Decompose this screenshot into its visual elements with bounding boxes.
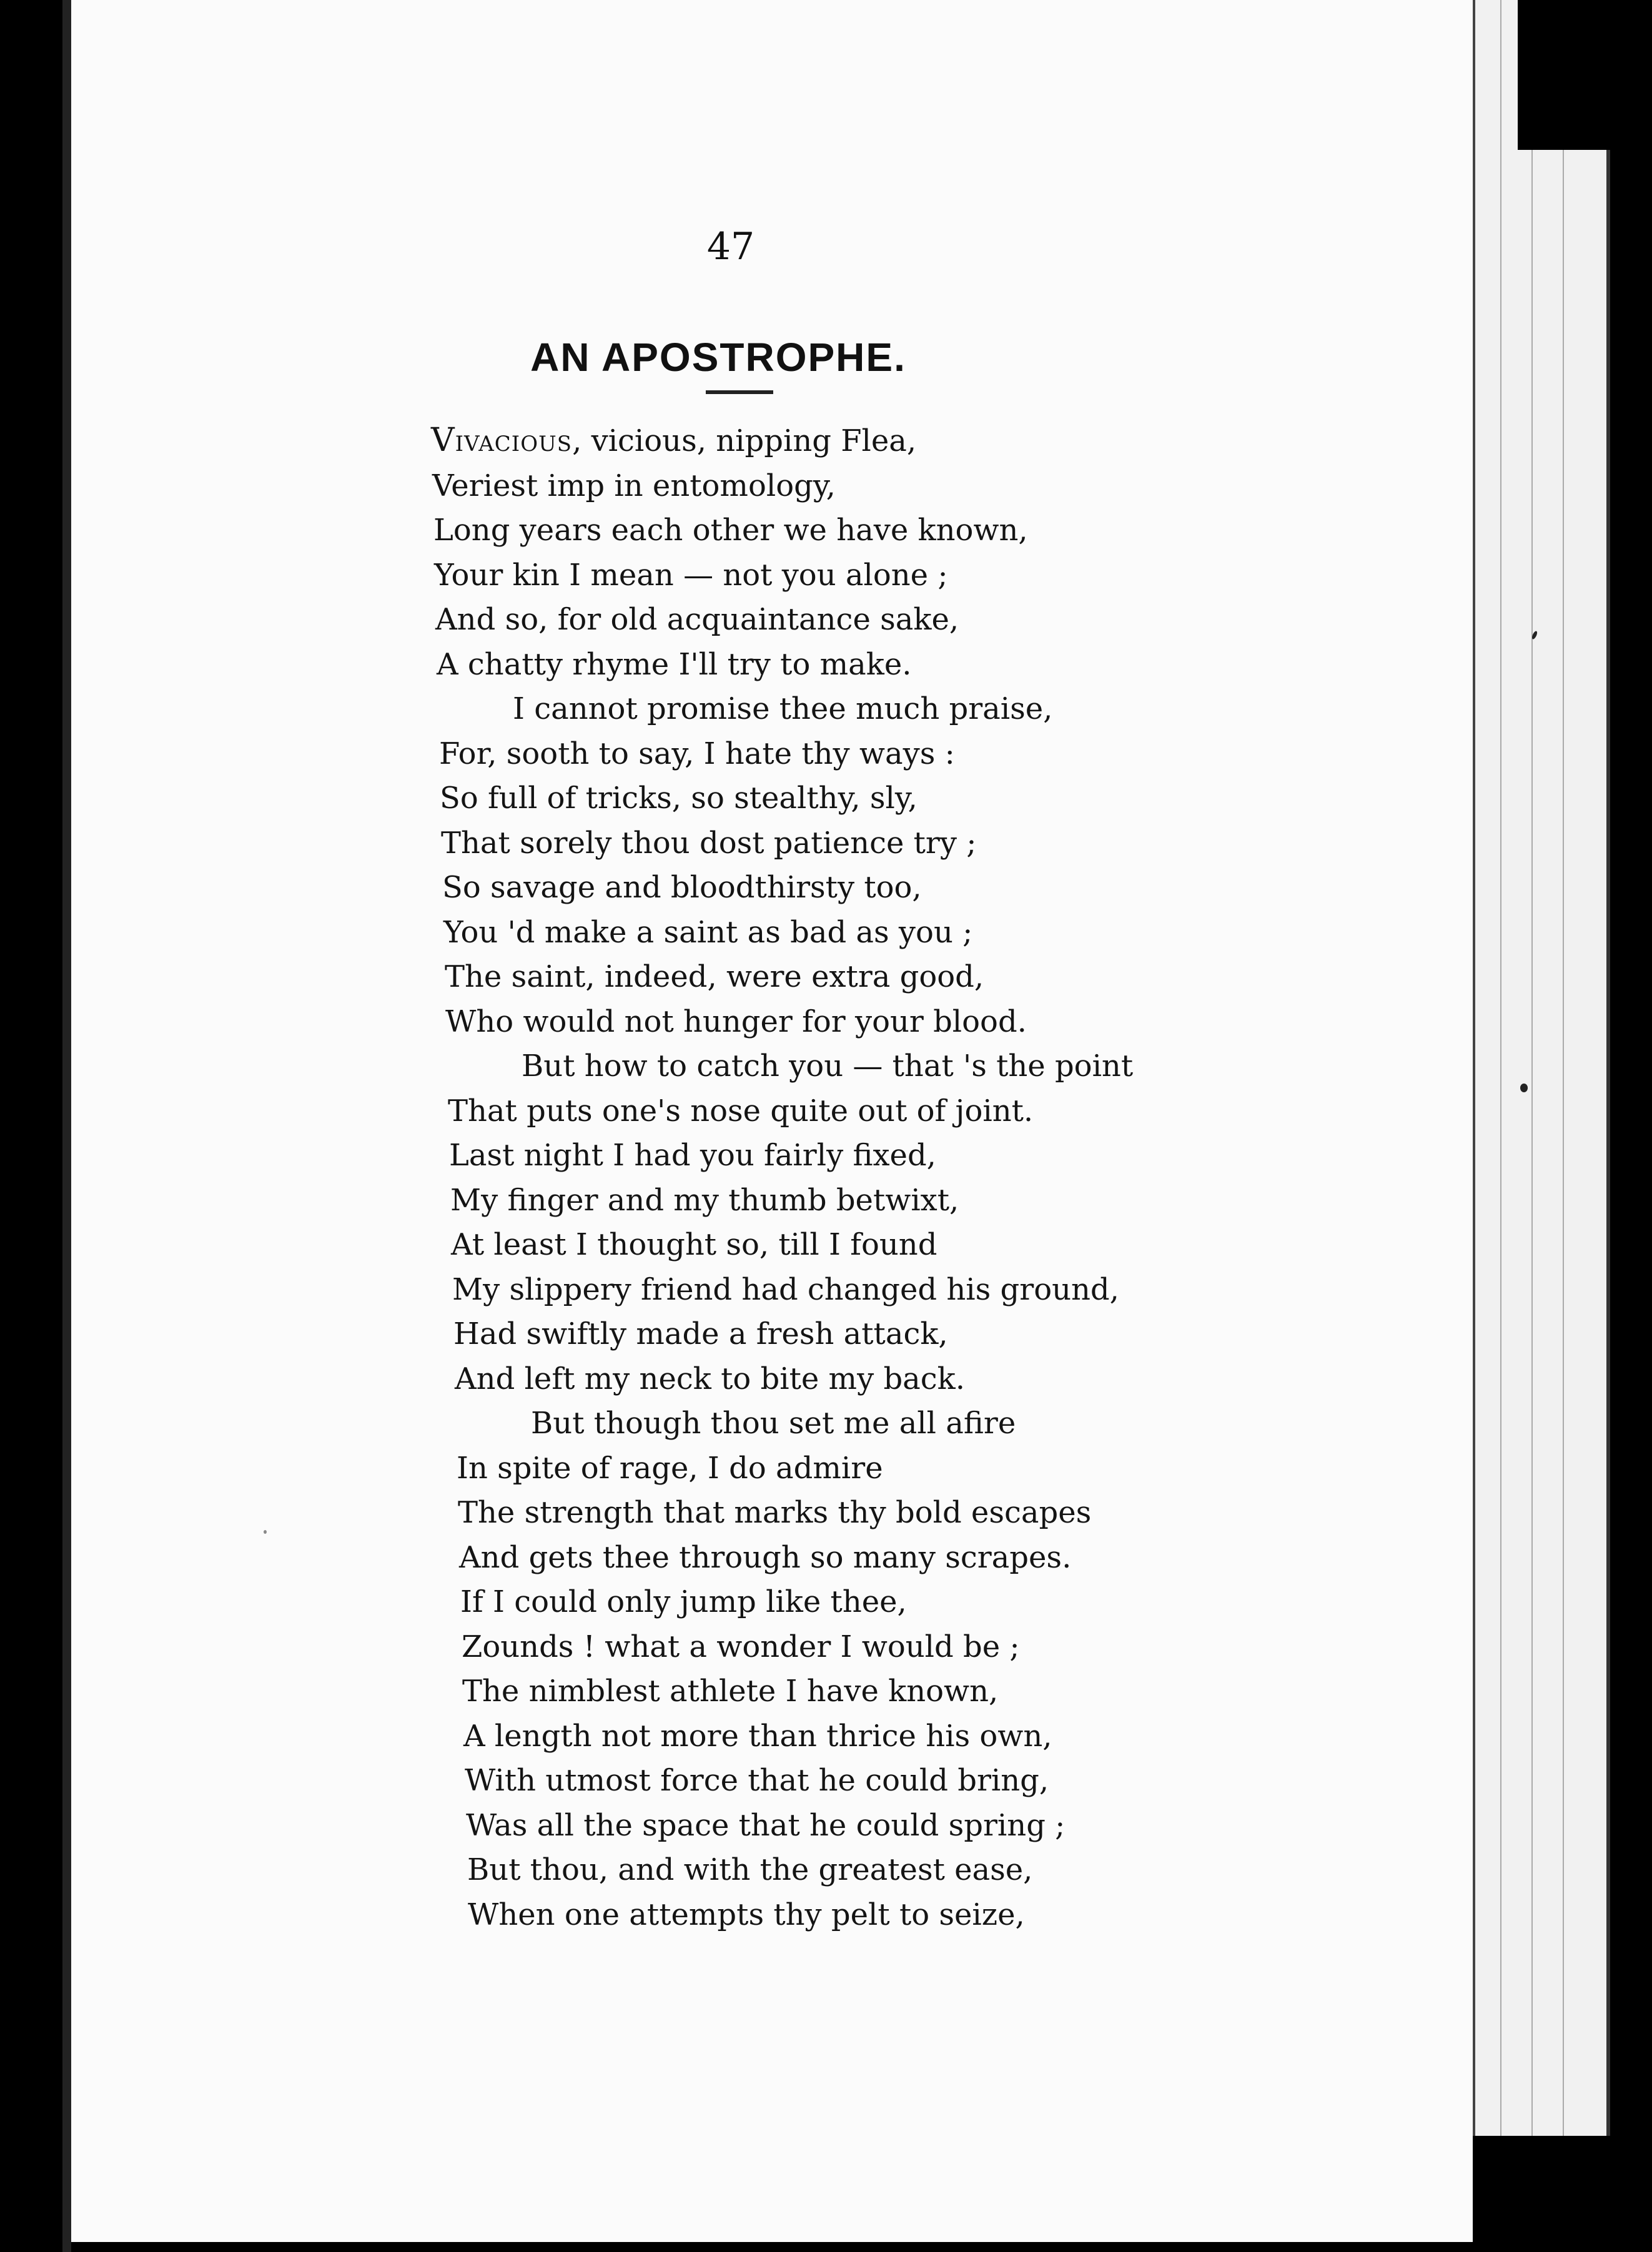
scan-left-border bbox=[0, 0, 69, 2252]
poem-line: That puts one's nose quite out of joint. bbox=[448, 1093, 1034, 1128]
poem-line: So savage and bloodthirsty too, bbox=[442, 870, 922, 905]
poem-line: A chatty rhyme I'll try to make. bbox=[437, 646, 912, 682]
opening-word: Vivacious bbox=[431, 422, 573, 459]
page-stack-edges bbox=[1473, 0, 1610, 2136]
poem-line: With utmost force that he could bring, bbox=[465, 1763, 1049, 1798]
poem-line: I cannot promise thee much praise, bbox=[513, 691, 1053, 726]
poem-line: Zounds ! what a wonder I would be ; bbox=[462, 1629, 1020, 1664]
poem-line: But thou, and with the greatest ease, bbox=[467, 1852, 1033, 1887]
poem-line: But though thou set me all afire bbox=[531, 1406, 1016, 1441]
poem-line: Was all the space that he could spring ; bbox=[466, 1807, 1066, 1843]
poem-title: AN APOSTROPHE. bbox=[530, 335, 906, 380]
poem-line: And so, for old acquaintance sake, bbox=[435, 602, 959, 637]
poem-line: That sorely thou dost patience try ; bbox=[441, 825, 977, 861]
title-rule bbox=[706, 390, 773, 394]
poem-line: My slippery friend had changed his ground, bbox=[452, 1272, 1119, 1307]
poem-line: But how to catch you — that 's the point bbox=[522, 1049, 1134, 1084]
poem-line: The saint, indeed, were extra good, bbox=[445, 959, 984, 994]
poem-line: Had swiftly made a fresh attack, bbox=[453, 1316, 948, 1351]
poem-line: At least I thought so, till I found bbox=[451, 1227, 937, 1262]
poem-line: The strength that marks thy bold escapes bbox=[458, 1495, 1092, 1530]
poem-line: And left my neck to bite my back. bbox=[455, 1361, 966, 1396]
poem-body bbox=[431, 418, 1180, 1937]
scan-bottom-border bbox=[71, 2242, 1652, 2252]
poem-line: Veriest imp in entomology, bbox=[432, 468, 836, 503]
poem-line: My finger and my thumb betwixt, bbox=[450, 1182, 959, 1218]
poem-line: And gets thee through so many scrapes. bbox=[459, 1539, 1072, 1575]
poem-line: Last night I had you fairly fixed, bbox=[449, 1138, 936, 1173]
poem-line: If I could only jump like thee, bbox=[460, 1584, 907, 1619]
poem-line: Long years each other we have known, bbox=[433, 513, 1028, 548]
page-number: 47 bbox=[706, 225, 755, 269]
binding-shadow bbox=[62, 0, 71, 2252]
poem-line: The nimblest athlete I have known, bbox=[462, 1674, 999, 1709]
poem-line: For, sooth to say, I hate thy ways : bbox=[439, 736, 955, 771]
ink-speck bbox=[264, 1530, 267, 1534]
poem-line: Your kin I mean — not you alone ; bbox=[434, 557, 948, 593]
poem-line: A length not more than thrice his own, bbox=[463, 1718, 1052, 1754]
poem-line: In spite of rage, I do admire bbox=[457, 1450, 883, 1486]
ink-speck bbox=[1520, 1084, 1528, 1092]
poem-line: So full of tricks, so stealthy, sly, bbox=[440, 781, 918, 816]
scan-corner-dark bbox=[1518, 0, 1652, 150]
poem-line: Vivacious, vicious, nipping Flea, bbox=[431, 422, 917, 459]
poem-line: You 'd make a saint as bad as you ; bbox=[443, 914, 973, 950]
poem-line: Who would not hunger for your blood. bbox=[445, 1004, 1027, 1039]
poem-line: When one attempts thy pelt to seize, bbox=[468, 1897, 1025, 1932]
